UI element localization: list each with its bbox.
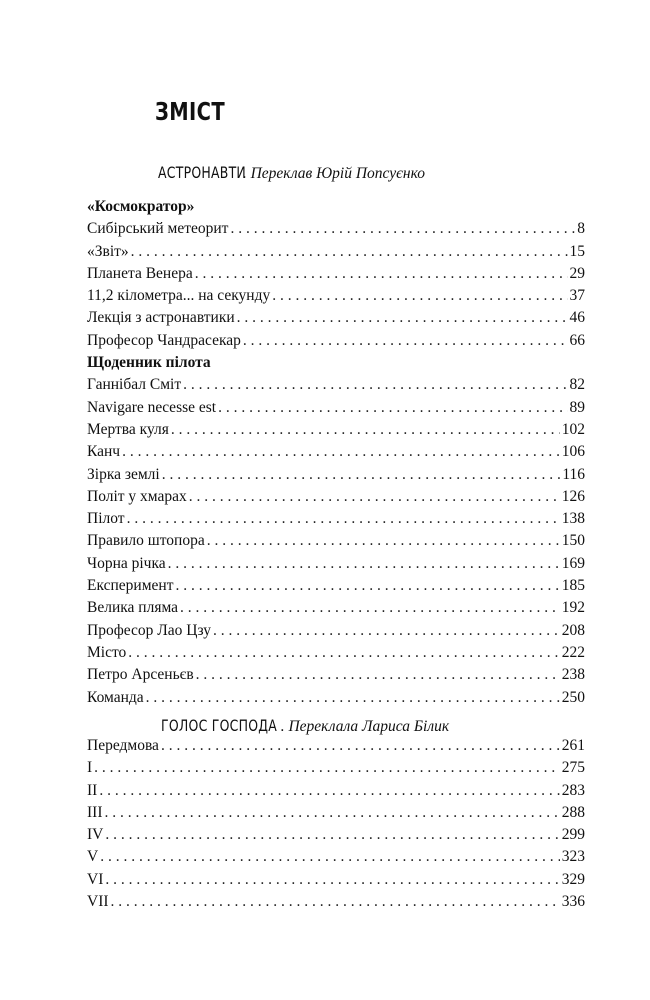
toc-entry <box>87 374 585 396</box>
toc-entry-label: Професор Чандрасекар <box>87 331 241 349</box>
toc-entry <box>87 780 585 802</box>
toc-entry <box>87 735 585 757</box>
toc-part-heading <box>87 352 585 374</box>
toc-entry-page-number: 102 <box>561 420 585 438</box>
toc-entry-page-number: 275 <box>561 759 585 777</box>
toc-entry <box>87 846 585 868</box>
toc-entry <box>87 824 585 846</box>
toc-entry-label: I <box>87 759 93 777</box>
toc-entry-page-number: 37 <box>569 287 585 305</box>
toc-entry-page-number: 261 <box>561 737 585 754</box>
toc-entry-page-number: 222 <box>561 643 585 661</box>
section-title: АСТРОНАВТИ <box>158 163 247 182</box>
dot-leader <box>213 620 560 642</box>
toc-entry-label: Петро Арсеньєв <box>87 666 194 684</box>
toc-entry <box>87 597 585 619</box>
toc-entry-label: Місто <box>87 643 127 661</box>
toc-entry <box>87 486 585 508</box>
toc-entry <box>87 891 585 913</box>
toc-entry <box>87 664 585 686</box>
toc-entry <box>87 575 585 597</box>
toc-entry <box>87 441 585 463</box>
toc-entry-label: VI <box>87 870 104 888</box>
toc-entry-page-number: 29 <box>569 264 585 282</box>
section-translator: . Переклав Юрій Попсуєнко <box>242 165 426 182</box>
dot-leader <box>146 687 560 709</box>
toc-entry-page-number: 192 <box>561 599 585 617</box>
dot-leader <box>195 263 568 285</box>
toc-entry <box>87 241 585 263</box>
toc-entry-page-number: 15 <box>569 242 585 260</box>
dot-leader <box>105 869 559 891</box>
toc-entry <box>87 757 585 779</box>
dot-leader <box>196 664 560 686</box>
toc-entry <box>87 397 585 419</box>
dot-leader <box>94 757 560 779</box>
dot-leader <box>99 780 559 802</box>
toc-entry-page-number: 185 <box>561 577 585 595</box>
dot-leader <box>161 735 560 757</box>
toc-entry <box>87 419 585 441</box>
toc-entry-label: VII <box>87 893 109 911</box>
toc-entry <box>87 553 585 575</box>
section-heading-voice-of-the-lord <box>161 716 449 736</box>
toc-entry-page-number: 126 <box>561 487 585 505</box>
page-title: ЗМІСТ <box>155 97 226 126</box>
dot-leader <box>168 553 560 575</box>
toc-entry-page-number: 238 <box>561 666 585 684</box>
toc-entry-label: Передмова <box>87 737 159 754</box>
dot-leader <box>183 374 567 396</box>
toc-entry <box>87 285 585 307</box>
toc-entry-label: Чорна річка <box>87 554 166 572</box>
toc-entry-label: «Космократор» <box>87 198 195 215</box>
toc-entry <box>87 642 585 664</box>
toc-entry-label: Navigare necesse est <box>87 398 217 416</box>
toc-entry-page-number: 329 <box>561 870 585 888</box>
section-heading-astronauts <box>158 163 425 183</box>
toc-entry-page-number: 288 <box>561 803 585 821</box>
dot-leader <box>122 441 560 463</box>
toc-entry <box>87 620 585 642</box>
toc-entry-page-number: 66 <box>569 331 585 349</box>
dot-leader <box>128 642 559 664</box>
toc-entry-label: Правило штопора <box>87 532 205 550</box>
toc-entry-label: Пілот <box>87 510 125 528</box>
dot-leader <box>189 486 560 508</box>
toc-entry <box>87 307 585 329</box>
toc-entry-page-number: 138 <box>561 510 585 528</box>
dot-leader <box>105 824 559 846</box>
toc-entry-label: «Звіт» <box>87 242 129 260</box>
dot-leader <box>111 891 560 913</box>
toc-entry-page-number: 150 <box>561 532 585 550</box>
toc-entry-label: Канч <box>87 443 121 461</box>
toc-entry-label: Зірка землі <box>87 465 160 483</box>
toc-entry-label: V <box>87 848 99 866</box>
dot-leader <box>243 330 568 352</box>
toc-entry-label: Ганнібал Сміт <box>87 376 182 394</box>
toc-entry-page-number: 82 <box>569 376 585 394</box>
toc-entry-page-number: 336 <box>561 893 585 911</box>
toc-entry-page-number: 46 <box>569 309 585 327</box>
dot-leader <box>175 575 559 597</box>
toc-entry <box>87 263 585 285</box>
toc-entry-page-number: 116 <box>562 465 585 483</box>
dot-leader <box>218 397 567 419</box>
toc-entry-page-number: 106 <box>561 443 585 461</box>
toc-entry-page-number: 250 <box>561 688 585 706</box>
toc-entry-page-number: 299 <box>561 826 585 844</box>
dot-leader <box>180 597 560 619</box>
dot-leader <box>100 846 560 868</box>
dot-leader <box>207 530 560 552</box>
toc-entry <box>87 218 585 240</box>
toc-entry-page-number: 89 <box>569 398 585 416</box>
section-title: ГОЛОС ГОСПОДА <box>161 716 278 735</box>
dot-leader <box>131 241 568 263</box>
toc-entry <box>87 464 585 486</box>
toc-entry <box>87 802 585 824</box>
toc-entry-page-number: 8 <box>577 220 585 238</box>
dot-leader <box>171 419 560 441</box>
dot-leader <box>237 307 568 329</box>
toc-entry-page-number: 283 <box>561 781 585 799</box>
toc-entry-label: Професор Лао Цзу <box>87 621 212 639</box>
toc-part-heading <box>87 196 585 218</box>
dot-leader <box>105 802 560 824</box>
toc-entry-page-number: 208 <box>561 621 585 639</box>
toc-entry-label: Мертва куля <box>87 420 169 438</box>
toc-entry-label: Щоденник пілота <box>87 354 211 372</box>
toc-entry-label: Планета Венера <box>87 264 193 282</box>
toc-entry-label: Експеримент <box>87 577 174 595</box>
toc-list-astronauts <box>87 196 585 709</box>
toc-entry <box>87 508 585 530</box>
toc-entry <box>87 330 585 352</box>
toc-entry-page-number: 169 <box>561 554 585 572</box>
toc-entry <box>87 687 585 709</box>
toc-entry-label: Сибірський метеорит <box>87 220 229 238</box>
toc-entry-label: Велика пляма <box>87 599 179 617</box>
dot-leader <box>272 285 567 307</box>
toc-entry-label: II <box>87 781 98 799</box>
toc-entry <box>87 530 585 552</box>
dot-leader <box>230 218 575 240</box>
toc-entry-label: Політ у хмарах <box>87 487 187 505</box>
section-translator: . Переклала Лариса Білик <box>280 718 450 735</box>
toc-entry-label: IV <box>87 826 104 844</box>
toc-entry-page-number: 323 <box>561 848 585 866</box>
toc-entry-label: Лекція з астронавтики <box>87 309 235 327</box>
toc-entry-label: III <box>87 803 103 821</box>
toc-entry <box>87 869 585 891</box>
dot-leader <box>162 464 561 486</box>
toc-entry-label: Команда <box>87 688 144 706</box>
dot-leader <box>127 508 560 530</box>
toc-entry-label: 11,2 кілометра... на секунду <box>87 287 271 305</box>
toc-list-voice-of-the-lord <box>87 735 585 913</box>
